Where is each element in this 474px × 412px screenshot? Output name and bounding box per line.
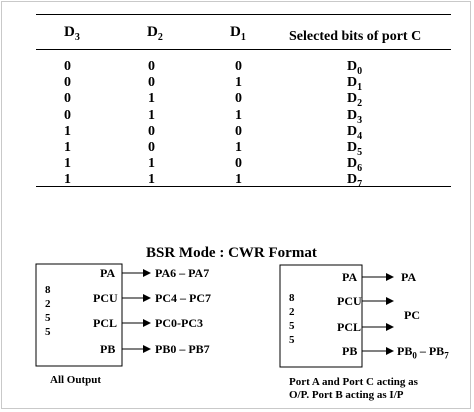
left-output-pb: PB0 – PB7: [155, 342, 210, 356]
table-cell-selected-bit: $D_2$: [347, 91, 363, 110]
table-cell-d3: 1: [64, 172, 71, 188]
table-cell-d2: 1: [148, 91, 155, 107]
left-port-pa: PA: [100, 266, 116, 280]
table-cell-d2: 1: [148, 156, 155, 172]
left-port-pcu: PCU: [93, 291, 118, 305]
table-cell-d1: 1: [235, 75, 242, 91]
table-cell-selected-bit: $D_7$: [347, 172, 363, 191]
right-chip-digit: 2: [289, 306, 295, 318]
table-cell-d1: 0: [235, 123, 242, 139]
left-chip-digit: 2: [45, 298, 51, 310]
table-cell-d1: 0: [235, 156, 242, 172]
table-cell-d3: 1: [64, 123, 71, 139]
table-cell-d1: 0: [235, 59, 242, 74]
left-chip-digit: 5: [45, 326, 51, 338]
left-port-pb: PB: [100, 342, 116, 356]
table-cell-selected-bit: $D_5$: [347, 140, 363, 158]
table-cell-d2: 1: [148, 107, 155, 123]
header-d2: $D_2$: [147, 24, 163, 43]
table-cell-d2: 1: [148, 172, 155, 188]
table-cell-d1: 1: [235, 140, 242, 155]
left-output-pcu: PC4 – PC7: [155, 291, 211, 305]
right-chip-digit: 8: [289, 292, 295, 304]
header-d3: $D_3$: [64, 24, 80, 43]
table-cell-d3: 1: [64, 140, 71, 155]
table-cell-selected-bit: $D_3$: [347, 107, 363, 126]
table-cell-d1: 1: [235, 107, 242, 123]
table-cell-d2: 0: [148, 140, 155, 155]
header-d1: $D_1$: [230, 24, 246, 43]
table-cell-selected-bit: $D_1$: [347, 75, 363, 93]
right-output-pc: PC: [404, 308, 420, 322]
diagram-title: BSR Mode : CWR Format: [146, 245, 317, 261]
right-output-pb: $PB_0 - PB_7$: [397, 344, 449, 361]
table-cell-d2: 0: [148, 75, 155, 91]
left-output-pcl: PC0-PC3: [155, 316, 203, 330]
right-caption-line1: Port A and Port C acting as: [289, 376, 418, 388]
left-port-pcl: PCL: [93, 316, 117, 330]
table-cell-d3: 0: [64, 75, 71, 91]
table-cell-selected-bit: $D_6$: [347, 156, 363, 174]
table-cell-selected-bit: $D_0$: [347, 59, 363, 77]
table-cell-d2: 0: [148, 123, 155, 139]
right-port-pb: PB: [342, 344, 358, 358]
right-port-pcl: PCL: [337, 320, 361, 334]
left-output-pa: PA6 – PA7: [155, 266, 210, 280]
right-port-pcu: PCU: [337, 294, 362, 308]
table-cell-d3: 0: [64, 59, 71, 74]
table-cell-d1: 1: [235, 172, 242, 188]
table-cell-d1: 0: [235, 91, 242, 107]
header-selected-bits: Selected bits of port C: [289, 29, 422, 44]
table-cell-d3: 1: [64, 156, 71, 172]
left-caption: All Output: [50, 374, 102, 386]
right-port-pa: PA: [342, 270, 358, 284]
right-chip-digit: 5: [289, 334, 295, 346]
table-cell-d3: 0: [64, 107, 71, 123]
left-chip-digit: 5: [45, 312, 51, 324]
right-output-pa: PA: [401, 270, 417, 284]
table-cell-selected-bit: $D_4$: [347, 123, 363, 142]
right-caption-line2: O/P. Port B acting as I/P: [289, 389, 404, 401]
table-cell-d3: 0: [64, 91, 71, 107]
left-chip-digit: 8: [45, 284, 51, 296]
right-chip-digit: 5: [289, 320, 295, 332]
table-cell-d2: 0: [148, 59, 155, 74]
